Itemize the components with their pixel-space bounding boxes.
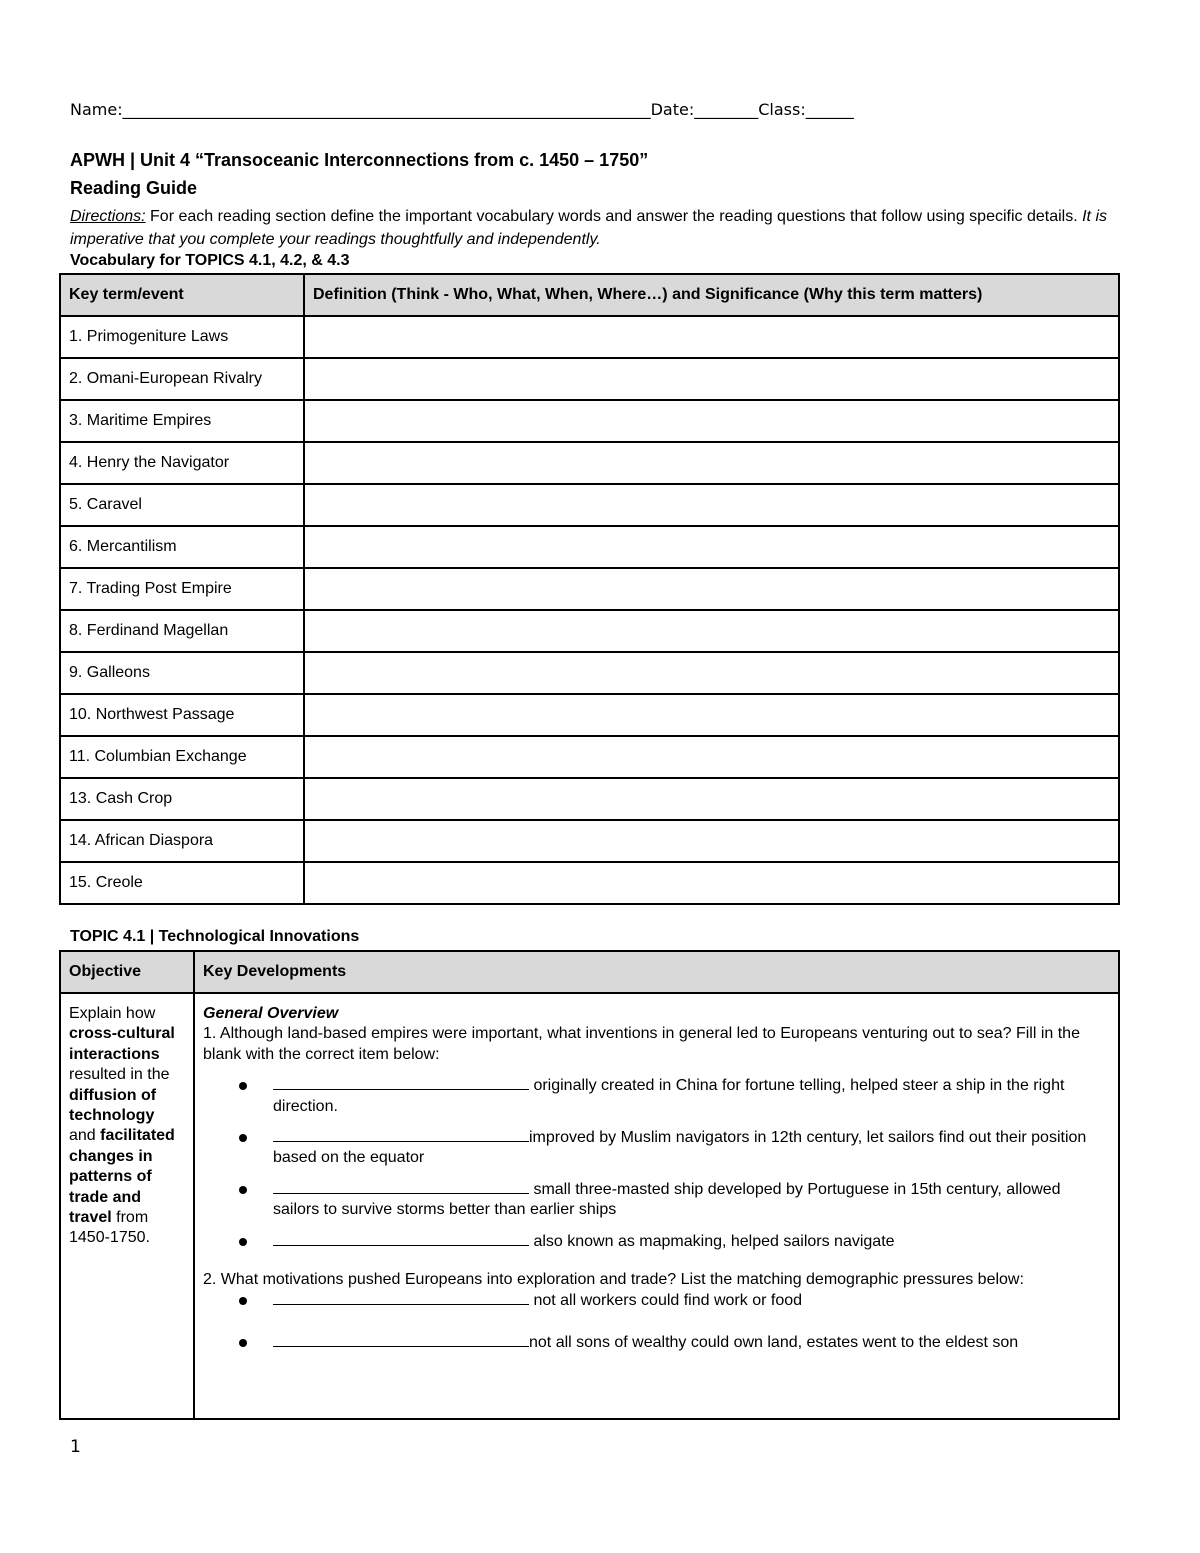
vocab-term: 10. Northwest Passage xyxy=(60,694,304,736)
vocab-term: 13. Cash Crop xyxy=(60,778,304,820)
list-item: improved by Muslim navigators in 12th century, let sailors find out their position based on the equator xyxy=(203,1127,1110,1169)
vocab-definition-cell[interactable] xyxy=(304,862,1119,904)
vocab-definition-cell[interactable] xyxy=(304,400,1119,442)
answer-blank[interactable] xyxy=(273,1231,529,1246)
vocab-definition-cell[interactable] xyxy=(304,820,1119,862)
topic-header-objective: Objective xyxy=(60,951,194,993)
table-row xyxy=(60,316,1119,358)
answer-blank[interactable] xyxy=(273,1179,529,1194)
answer-blank[interactable] xyxy=(273,1332,529,1347)
objective-cell: Explain how cross-cultural interactions resulted in the diffusion of technology and facilitated changes in patterns of trade and travel from 1450-1750. xyxy=(60,993,194,1419)
list-item: also known as mapmaking, helped sailors navigate xyxy=(203,1231,1110,1252)
vocab-definition-cell[interactable] xyxy=(304,484,1119,526)
bullet-icon xyxy=(239,1238,247,1246)
vocab-definition-cell[interactable] xyxy=(304,568,1119,610)
developments-cell xyxy=(194,993,1119,1419)
vocab-term: 6. Mercantilism xyxy=(60,526,304,568)
question-2-list xyxy=(203,1290,1110,1353)
vocab-term: 1. Primogeniture Laws xyxy=(60,316,304,358)
vocab-definition-cell[interactable] xyxy=(304,652,1119,694)
vocab-definition-cell[interactable] xyxy=(304,358,1119,400)
list-item: not all workers could find work or food xyxy=(203,1290,1110,1311)
vocab-definition-cell[interactable] xyxy=(304,316,1119,358)
table-row xyxy=(60,736,1119,778)
vocab-term: 2. Omani-European Rivalry xyxy=(60,358,304,400)
answer-blank[interactable] xyxy=(273,1290,529,1305)
vocab-term: 14. African Diaspora xyxy=(60,820,304,862)
table-row xyxy=(60,400,1119,442)
answer-blank[interactable] xyxy=(273,1127,529,1142)
vocab-definition-cell[interactable] xyxy=(304,736,1119,778)
vocab-definition-cell[interactable] xyxy=(304,694,1119,736)
vocab-definition-cell[interactable] xyxy=(304,610,1119,652)
vocab-term: 5. Caravel xyxy=(60,484,304,526)
table-row xyxy=(60,778,1119,820)
table-row xyxy=(60,652,1119,694)
vocab-table xyxy=(59,273,1120,905)
bullet-icon xyxy=(239,1186,247,1194)
table-row xyxy=(60,358,1119,400)
table-row xyxy=(60,862,1119,904)
table-row xyxy=(60,694,1119,736)
directions-emphasis: It is imperative that you complete your readings thoughtfully and independently. xyxy=(70,208,1107,248)
topic-table xyxy=(59,950,1120,1420)
bullet-icon xyxy=(239,1082,247,1090)
vocab-definition-cell[interactable] xyxy=(304,778,1119,820)
vocab-header-row xyxy=(60,274,1119,316)
document-title: APWH | Unit 4 “Transoceanic Interconnections from c. 1450 – 1750” xyxy=(70,150,649,170)
table-row xyxy=(60,993,1119,1419)
table-row xyxy=(60,568,1119,610)
vocab-term: 9. Galleons xyxy=(60,652,304,694)
vocab-definition-cell[interactable] xyxy=(304,526,1119,568)
question-2: 2. What motivations pushed Europeans into exploration and trade? List the matching demographic pressures below: xyxy=(203,1271,1024,1289)
vocab-term: 11. Columbian Exchange xyxy=(60,736,304,778)
vocab-term: 8. Ferdinand Magellan xyxy=(60,610,304,652)
overview-title: General Overview xyxy=(203,1005,339,1022)
table-row xyxy=(60,484,1119,526)
bullet-icon xyxy=(239,1339,247,1347)
list-item: originally created in China for fortune telling, helped steer a ship in the right direction. xyxy=(203,1075,1110,1117)
vocab-term: 15. Creole xyxy=(60,862,304,904)
directions-text: For each reading section define the important vocabulary words and answer the reading questions that follow using specific details. xyxy=(145,208,1083,225)
topic-heading: TOPIC 4.1 | Technological Innovations xyxy=(70,928,360,945)
answer-blank[interactable] xyxy=(273,1075,529,1090)
topic-header-row xyxy=(60,951,1119,993)
bullet-icon xyxy=(239,1297,247,1305)
question-1: 1. Although land-based empires were important, what inventions in general led to Europeans venturing out to sea? Fill in the blank with the correct item below: xyxy=(203,1025,1080,1063)
table-row xyxy=(60,820,1119,862)
list-item: small three-masted ship developed by Portuguese in 15th century, allowed sailors to survive storms better than earlier ships xyxy=(203,1179,1110,1221)
topic-header-developments: Key Developments xyxy=(194,951,1119,993)
vocab-definition-cell[interactable] xyxy=(304,442,1119,484)
directions xyxy=(70,205,1130,251)
vocab-term: 7. Trading Post Empire xyxy=(60,568,304,610)
table-row xyxy=(60,442,1119,484)
bullet-icon xyxy=(239,1134,247,1142)
vocab-term: 4. Henry the Navigator xyxy=(60,442,304,484)
directions-label: Directions: xyxy=(70,208,146,225)
list-item: not all sons of wealthy could own land, estates went to the eldest son xyxy=(203,1332,1110,1353)
vocab-term: 3. Maritime Empires xyxy=(60,400,304,442)
document-subtitle: Reading Guide xyxy=(70,178,198,198)
name-date-class-line: Name:__________________________________________________________________Date:________Class:______ xyxy=(70,100,854,119)
table-row xyxy=(60,526,1119,568)
vocab-heading: Vocabulary for TOPICS 4.1, 4.2, & 4.3 xyxy=(70,252,350,269)
table-row xyxy=(60,610,1119,652)
vocab-header-definition: Definition (Think - Who, What, When, Where…) and Significance (Why this term matters) xyxy=(304,274,1119,316)
vocab-header-term: Key term/event xyxy=(60,274,304,316)
page-number: 1 xyxy=(70,1437,81,1457)
question-1-list xyxy=(203,1075,1110,1252)
